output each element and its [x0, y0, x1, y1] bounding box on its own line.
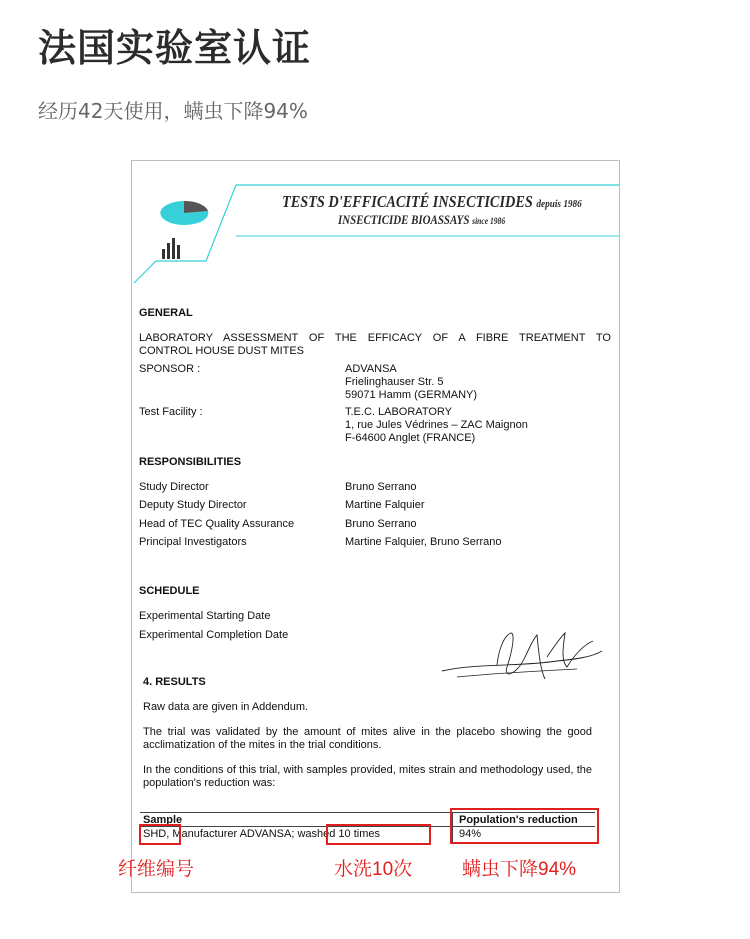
table-cell-reduction: 94% [459, 828, 482, 840]
facility-street: 1, rue Jules Védrines – ZAC Maignon [345, 419, 528, 431]
highlight-reduction [450, 808, 599, 844]
schedule-heading: SCHEDULE [139, 585, 200, 597]
sponsor-label: SPONSOR : [139, 363, 201, 375]
lab-header-subtitle: INSECTICIDE BIOASSAYS since 1986 [338, 212, 506, 227]
annotation-washed: 水洗10次 [334, 859, 413, 880]
facility-label: Test Facility : [139, 406, 203, 418]
role-label: Head of TEC Quality Assurance [139, 518, 295, 530]
general-heading: GENERAL [139, 307, 193, 319]
highlight-fibre-code [139, 824, 181, 845]
role-label: Study Director [139, 481, 209, 493]
table-header-reduction: Population's reduction [459, 814, 578, 826]
conditions-line-2: population's reduction was: [143, 777, 276, 789]
role-person: Martine Falquier, Bruno Serrano [345, 536, 502, 548]
lab-header-title: TESTS D'EFFICACITÉ INSECTICIDES depuis 1986 [282, 192, 582, 211]
raw-data-note: Raw data are given in Addendum. [143, 701, 309, 713]
completion-date-label: Experimental Completion Date [139, 629, 289, 641]
page-subtitle: 经历42天使用，螨虫下降94% [38, 99, 308, 123]
role-label: Principal Investigators [139, 536, 247, 548]
role-person: Bruno Serrano [345, 481, 417, 493]
page-title: 法国实验室认证 [38, 26, 312, 70]
facility-city: F-64600 Anglet (FRANCE) [345, 432, 476, 444]
annotation-reduction: 螨虫下降94% [462, 859, 577, 880]
sponsor-city: 59071 Hamm (GERMANY) [345, 389, 478, 401]
role-person: Bruno Serrano [345, 518, 417, 530]
certificate-document [118, 160, 620, 893]
conditions-line-1: In the conditions of this trial, with samples provided, mites strain and methodology used, the [143, 764, 592, 776]
sponsor-street: Frielinghauser Str. 5 [345, 376, 444, 388]
sponsor-name: ADVANSA [345, 363, 397, 375]
highlight-washed [326, 824, 431, 845]
annotation-fibre-code: 纤维编号 [118, 859, 195, 880]
assessment-line-2: CONTROL HOUSE DUST MITES [139, 345, 305, 357]
role-person: Martine Falquier [345, 499, 425, 511]
results-heading: 4. RESULTS [143, 676, 206, 688]
table-header-sample: Sample [143, 814, 183, 826]
assessment-line-1: LABORATORY ASSESSMENT OF THE EFFICACY OF A FIBRE TREATMENT TO [139, 332, 611, 344]
validation-line-1: The trial was validated by the amount of mites alive in the placebo showing the good [143, 726, 592, 738]
signature [437, 627, 609, 689]
role-label: Deputy Study Director [139, 499, 247, 511]
facility-name: T.E.C. LABORATORY [345, 406, 452, 418]
start-date-label: Experimental Starting Date [139, 610, 271, 622]
responsibilities-heading: RESPONSIBILITIES [139, 456, 242, 468]
validation-line-2: acclimatization of the mites in the trial conditions. [143, 739, 382, 751]
table-cell-sample: SHD, Manufacturer ADVANSA; washed 10 times [143, 828, 381, 840]
